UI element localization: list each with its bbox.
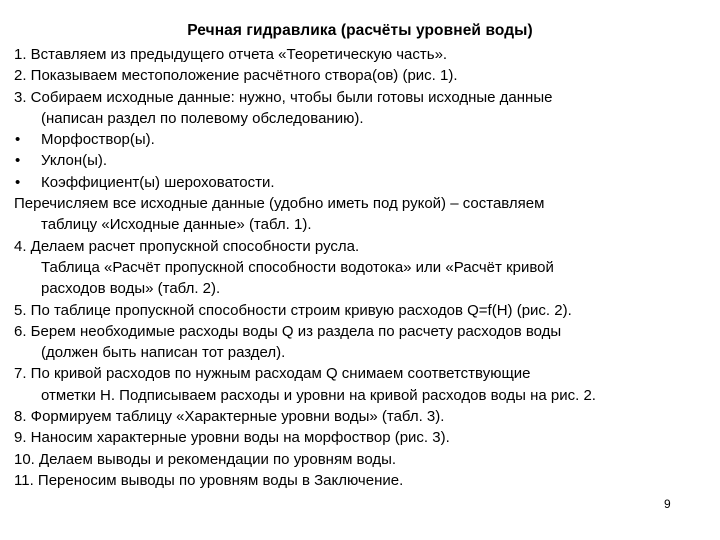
step-8: 8. Формируем таблицу «Характерные уровни воды» (табл. 3). — [14, 408, 445, 426]
step-3: 3. Собираем исходные данные: нужно, чтобы были готовы исходные данные — [14, 88, 553, 106]
step-2: 2. Показываем местоположение расчётного створа(ов) (рис. 1). — [14, 67, 458, 85]
step-9: 9. Наносим характерные уровни воды на морфоствор (рис. 3). — [14, 429, 450, 447]
step-6-continuation: (должен быть написан тот раздел). — [41, 344, 286, 362]
instructions-list — [14, 44, 714, 491]
step-4-continuation: Таблица «Расчёт пропускной способности водотока» или «Расчёт кривой — [41, 258, 554, 276]
list-paragraph: Перечисляем все исходные данные (удобно иметь под рукой) – составляем — [14, 195, 545, 213]
page-title: Речная гидравлика (расчёты уровней воды) — [187, 22, 533, 39]
step-7: 7. По кривой расходов по нужным расходам Q снимаем соответствующие — [14, 365, 531, 383]
bullet-item-label: Уклон(ы). — [41, 152, 108, 170]
list-paragraph-continuation: таблицу «Исходные данные» (табл. 1). — [41, 216, 312, 234]
step-4-continuation: расходов воды» (табл. 2). — [41, 280, 221, 298]
bullet-item — [14, 129, 714, 150]
bullet-icon: • — [15, 152, 21, 170]
step-5: 5. По таблице пропускной способности строим кривую расходов Q=f(H) (рис. 2). — [14, 301, 572, 319]
page-number: 9 — [664, 497, 671, 511]
bullet-item-label: Коэффициент(ы) шероховатости. — [41, 173, 275, 191]
step-1: 1. Вставляем из предыдущего отчета «Теоретическую часть». — [14, 46, 448, 63]
bullet-item — [14, 172, 714, 193]
step-4: 4. Делаем расчет пропускной способности русла. — [14, 237, 360, 255]
bullet-icon: • — [15, 173, 21, 191]
bullet-icon: • — [15, 131, 21, 149]
step-10: 10. Делаем выводы и рекомендации по уровням воды. — [14, 450, 397, 468]
step-7-continuation: отметки H. Подписываем расходы и уровни на кривой расходов воды на рис. 2. — [41, 386, 596, 404]
step-11: 11. Переносим выводы по уровням воды в Заключение. — [14, 471, 404, 489]
step-3-continuation: (написан раздел по полевому обследованию). — [41, 109, 364, 127]
bullet-item-label: Морфоствор(ы). — [41, 131, 155, 149]
step-6: 6. Берем необходимые расходы воды Q из раздела по расчету расходов воды — [14, 322, 562, 340]
bullet-item — [14, 150, 714, 171]
